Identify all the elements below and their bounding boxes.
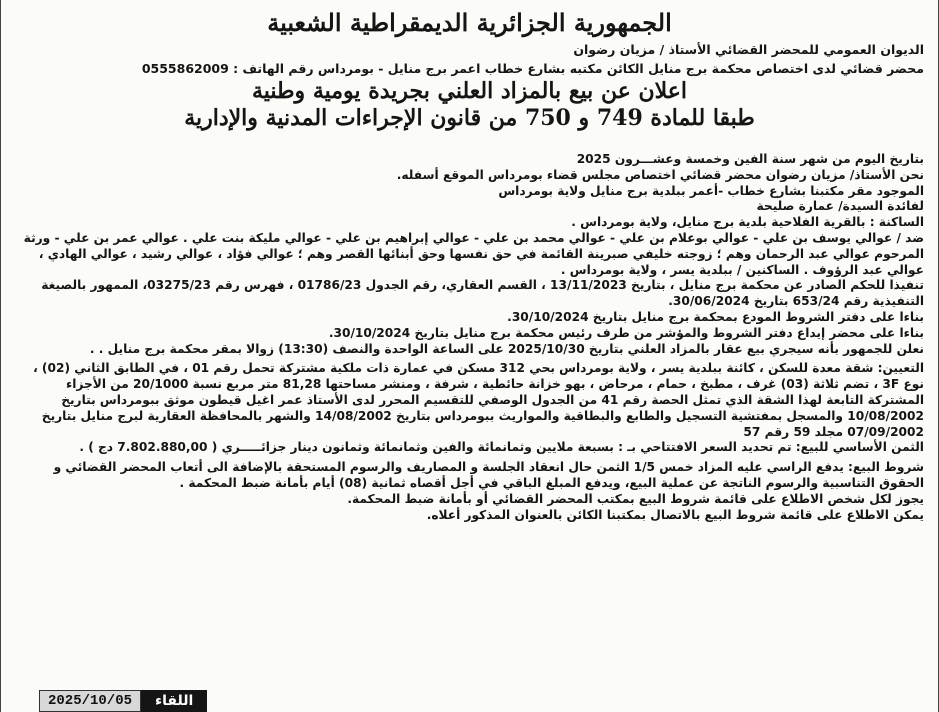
bailiff-office: الديوان العمومي للمحضر القضائي الأستاذ / مزيان رضوان [573, 42, 924, 57]
beneficiary: لفائدة السيدة/ عمارة صليحة [756, 199, 924, 214]
property-description: التعيين: شقة معدة للسكن ، كائنة ببلدية يسر ، ولاية بومرداس بحي 312 مسكن في عمارة ذات ملكية مشتركة تحمل رقم 01 ، في الطابق الثاني (02) ، نوع 3F ، تضم ثلاثة (03) غرف ، مطبخ ، حمام ، مرحاض ، بهو خزانة حائطية ، شرفة ، ومنشر مساحتها 81,28 متر مربع نسبة 20/1000 من الأجزاء المشتركة التابعة لهذا الشقة الذي تمثل الحصة رقم 41 من الجدول الوصفي للتقسيم المحرر لدى الأستاذ عمر اغيل قيطون موثق ببومرداس بتاريخ 10/08/2002 والمسجل بمفتشية التسجيل والطابع والبطاقية والمواريث ببومرداس بتاريخ 14/08/2002 والشهر بالمحافظة العقارية لبرج منايل بتاريخ 07/09/2002 مجلد 59 رقم 57 [33, 361, 924, 439]
notice-date: بتاريخ اليوم من شهر سنة الفين وخمسة وعشـــرون 2025 [576, 152, 924, 166]
bailiff-statement: نحن الأستاذ/ مزيان رضوان محضر قضائي اختصاص مجلس قضاء بومرداس الموقع أسفله. [396, 167, 924, 182]
publication-date: 2025/10/05 [39, 690, 141, 712]
opening-price: الثمن الأساسي للبيع: تم تحديد السعر الافتتاحي بـ : بسبعة ملايين وثمانمائة والفين وثمانمائة وثمانون دينار جزائـــــري ( 7.802.880,00 دج ) . [79, 440, 924, 455]
defendants: ضد / عوالي يوسف بن علي - عوالي بوعلام بن علي - عوالي محمد بن علي - عوالي إبراهيم بن علي - عوالي مليكة بنت علي . عوالي عمر بن علي - ورثة المرحوم عوالي عبد الرحمان وهم ؛ زوجته خليفي صبرينة القائمة في حق نفسها وحق أبنائها القصر وهم ؛ عوالي فؤاد ، عوالي رشيد ، عوالي الهادي ، عوالي عبد الرؤوف . الساكنين / ببلدية يسر ، ولاية بومرداس . [23, 230, 924, 277]
conditions-deposit: بناءا على دفتر الشروط المودع بمحكمة برج منايل بتاريخ 30/10/2024. [507, 309, 924, 324]
judgment-reference: تنفيذا للحكم الصادر عن محكمة برج منايل ، بتاريخ 13/11/2023 ، القسم العقاري، رقم الجدول 01786/23 ، فهرس رقم 03275/23، الممهور بالصيغة التنفيذية رقم 653/24 بتاريخ 30/06/2024. [41, 278, 924, 309]
legal-basis-headline: طبقا للمادة 749 و 750 من قانون الإجراءات المدنية والإدارية [184, 105, 755, 131]
conditions-filing: بناءا على محضر إيداع دفتر الشروط والمؤشر من طرف رئيس محكمة برج منايل بتاريخ 30/10/2024. [328, 325, 924, 340]
auction-headline: اعلان عن بيع بالمزاد العلني بجريدة يومية وطنية [251, 78, 688, 104]
footer-bar [39, 690, 207, 712]
office-location: الموجود مقر مكتبنا بشارع خطاب -أعمر ببلدية برج منايل ولاية بومرداس [498, 183, 924, 198]
bailiff-address: محضر قضائي لدى اختصاص محكمة برج منايل الكائن مكتبه بشارع خطاب اعمر برج منايل - بومرداس رقم الهاتف : 0555862009 [141, 61, 924, 76]
newspaper-name: اللقاء [141, 690, 207, 712]
sale-announcement: نعلن للجمهور بأنه سيجري بيع عقار بالمزاد العلني بتاريخ 2025/10/30 على الساعة الواحدة والنصف (13:30) زوالا بمقر محكمة برج منايل . . [89, 341, 924, 356]
contact-note: يمكن الاطلاع على قائمة شروط البيع بالاتصال بمكتبنا الكائن بالعنوان المذكور أعلاه. [426, 507, 924, 522]
republic-title: الجمهورية الجزائرية الديمقراطية الشعبية [267, 8, 672, 37]
beneficiary-residence: الساكنة : بالقرية الفلاحية بلدية برج منايل، ولاية بومرداس . [571, 215, 924, 230]
notice-body [15, 152, 924, 523]
sale-terms: شروط البيع: يدفع الراسي عليه المزاد خمس 1/5 الثمن حال انعقاد الجلسة و المصاريف والرسوم المستحقة بالإضافة الى أتعاب المحضر القضائي و الحقوق التناسبية والرسوم الناتجة عن عملية البيع، ويدفع المبلغ الباقي في أجل أقصاه ثمانية (08) أيام بأمانة ضبط المحكمة . [53, 460, 924, 490]
consultation-note: يجوز لكل شخص الاطلاع على قائمة شروط البيع بمكتب المحضر القضائي أو بأمانة ضبط المحكمة. [347, 491, 924, 506]
